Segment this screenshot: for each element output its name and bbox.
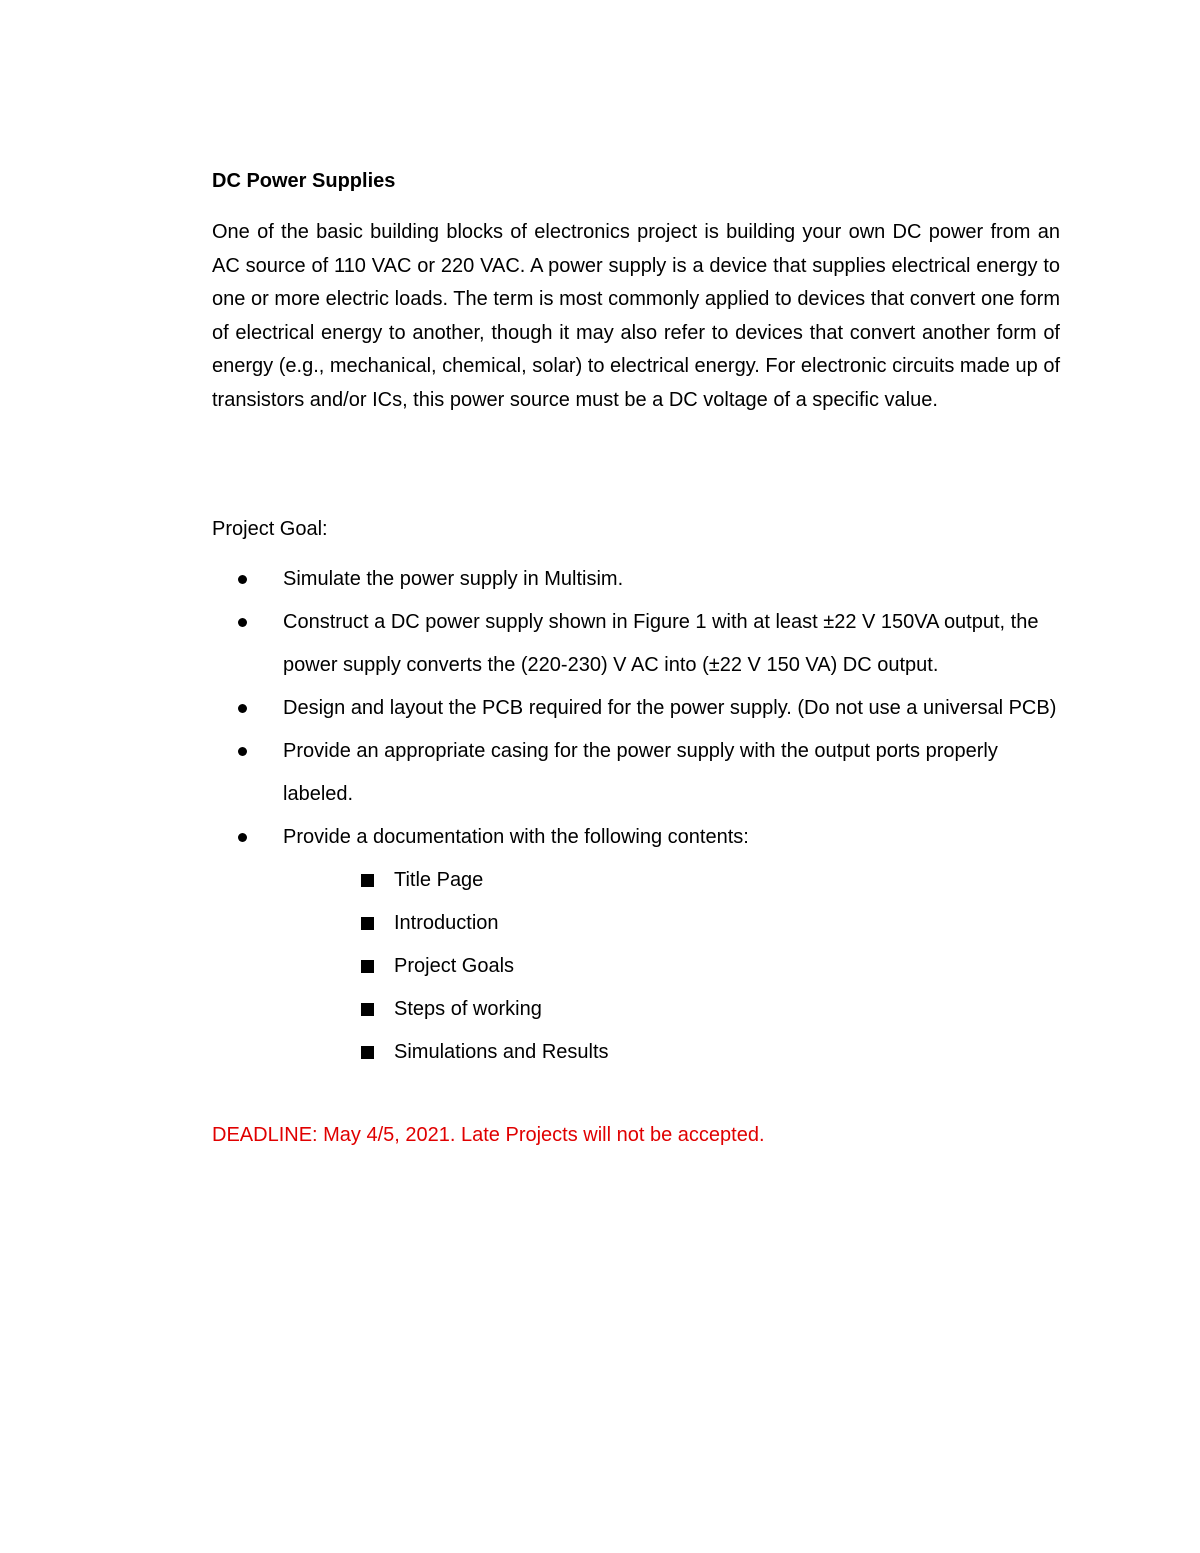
contents-item <box>323 859 1060 902</box>
goal-text: Provide an appropriate casing for the power supply with the output ports properly labeled. <box>283 739 998 805</box>
square-bullet-icon <box>361 1046 374 1059</box>
contents-item-text: Title Page <box>394 868 484 891</box>
intro-paragraph: One of the basic building blocks of electronics project is building your own DC power from an AC source of 110 VAC or 220 VAC. A power supply is a device that supplies electrical energy to one or more electric loads. The term is most commonly applied to devices that convert one form of electrical energy to another, though it may also refer to devices that convert another form of energy (e.g., mechanical, chemical, solar) to electrical energy. For electronic circuits made up of transistors and/or ICs, this power source must be a DC voltage of a specific value. <box>212 221 1060 411</box>
goal-item <box>212 601 1060 687</box>
bullet-icon <box>238 747 247 756</box>
bullet-icon <box>238 618 247 627</box>
project-goal-heading: Project Goal: <box>212 517 328 540</box>
contents-item-text: Project Goals <box>394 954 515 977</box>
goal-text: Design and layout the PCB required for the power supply. (Do not use a universal PCB) <box>283 696 1057 719</box>
contents-item-text: Introduction <box>394 911 499 934</box>
square-bullet-icon <box>361 960 374 973</box>
square-bullet-icon <box>361 917 374 930</box>
goals-list <box>212 558 1060 1074</box>
document-body <box>212 166 1060 1150</box>
goal-text: Simulate the power supply in Multisim. <box>283 567 624 590</box>
goal-text: Provide a documentation with the following contents: <box>283 825 749 848</box>
contents-item <box>323 1031 1060 1074</box>
bullet-icon <box>238 704 247 713</box>
contents-item <box>323 988 1060 1031</box>
contents-item-text: Steps of working <box>394 997 542 1020</box>
bullet-icon <box>238 833 247 842</box>
contents-item <box>323 902 1060 945</box>
documentation-contents-list <box>283 859 1060 1074</box>
goal-item <box>212 558 1060 601</box>
bullet-icon <box>238 575 247 584</box>
square-bullet-icon <box>361 1003 374 1016</box>
contents-item <box>323 945 1060 988</box>
goal-text: Construct a DC power supply shown in Figure 1 with at least ±22 V 150VA output, the power supply converts the (220-230) V AC into (±22 V 150 VA) DC output. <box>283 610 1039 676</box>
contents-item-text: Simulations and Results <box>394 1040 609 1063</box>
document-title: DC Power Supplies <box>212 170 396 192</box>
goal-item <box>212 816 1060 1074</box>
goal-item <box>212 687 1060 730</box>
deadline-notice: DEADLINE: May 4/5, 2021. Late Projects will not be accepted. <box>212 1123 765 1146</box>
square-bullet-icon <box>361 874 374 887</box>
goal-item <box>212 730 1060 816</box>
